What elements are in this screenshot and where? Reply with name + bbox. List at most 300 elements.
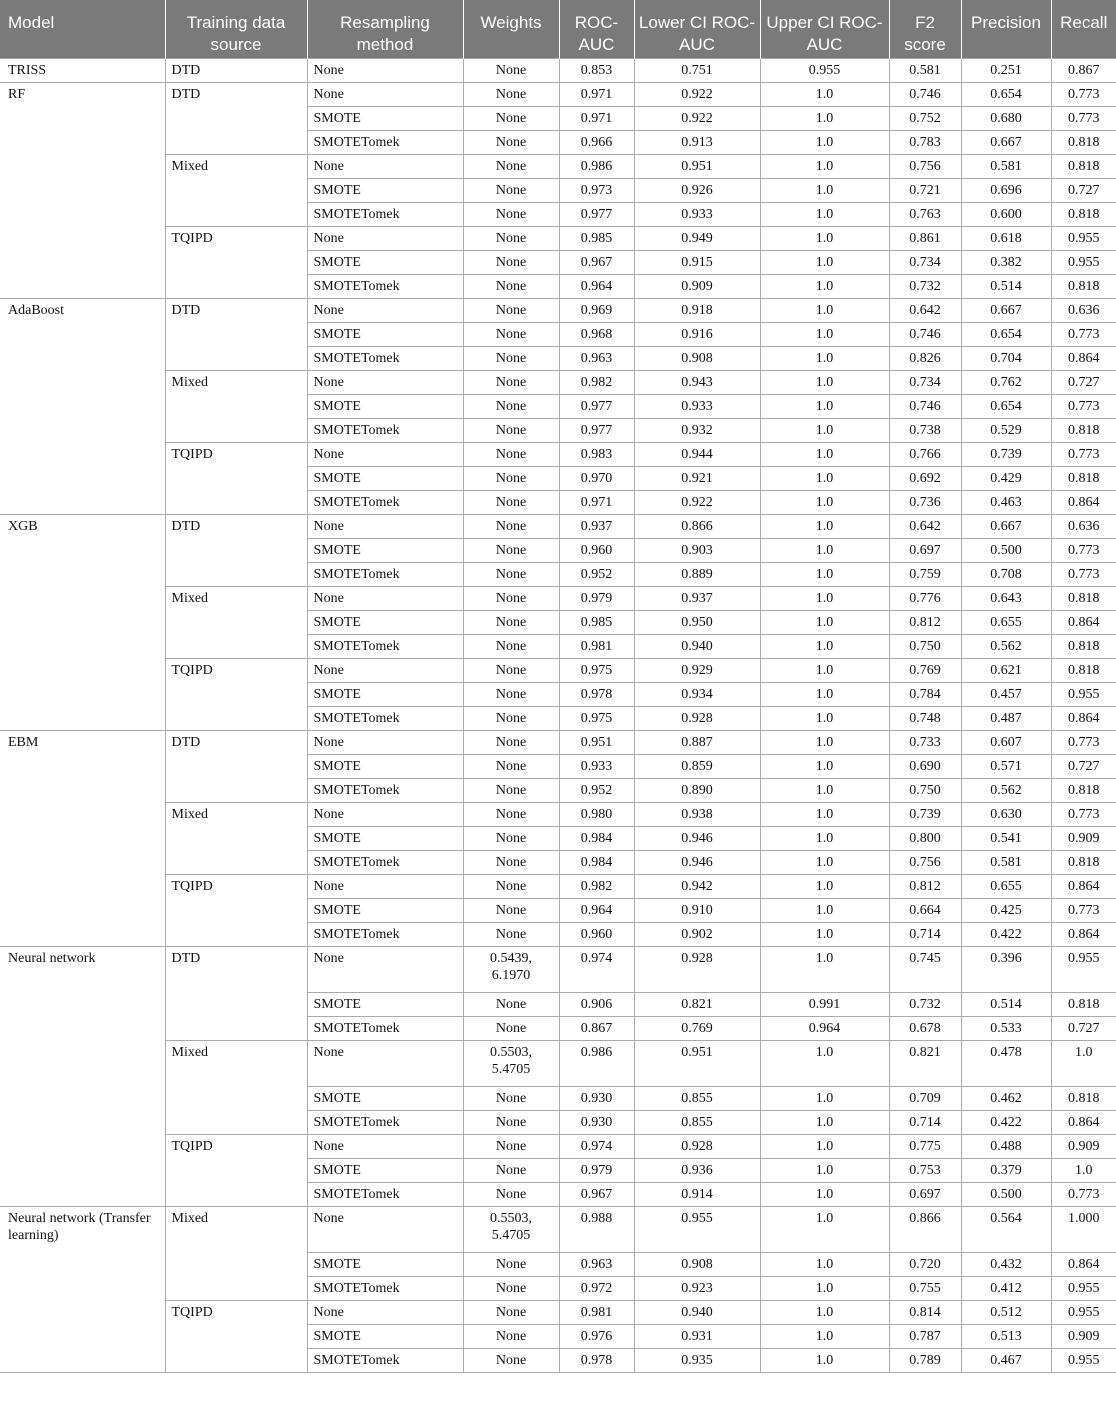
cell-roc-auc: 0.930: [559, 1086, 634, 1110]
cell-roc-auc: 0.973: [559, 178, 634, 202]
table-row: [0, 730, 1116, 754]
cell-roc-auc: 0.966: [559, 130, 634, 154]
cell-upper-ci: 0.991: [760, 992, 889, 1016]
cell-lower-ci: 0.859: [634, 754, 760, 778]
header-f2-score: F2 score: [889, 0, 961, 58]
cell-resampling-method: SMOTETomek: [307, 1276, 463, 1300]
table-row: [0, 442, 1116, 466]
table-row: [0, 802, 1116, 826]
table-row: [0, 154, 1116, 178]
cell-resampling-method: SMOTETomek: [307, 850, 463, 874]
cell-precision: 0.457: [961, 682, 1051, 706]
cell-precision: 0.429: [961, 466, 1051, 490]
cell-training-data-source: TQIPD: [165, 442, 307, 514]
cell-f2-score: 0.812: [889, 610, 961, 634]
header-upper-ci: Upper CI ROC-AUC: [760, 0, 889, 58]
cell-resampling-method: SMOTE: [307, 178, 463, 202]
cell-upper-ci: 1.0: [760, 130, 889, 154]
cell-upper-ci: 1.0: [760, 1110, 889, 1134]
cell-upper-ci: 1.0: [760, 490, 889, 514]
cell-lower-ci: 0.946: [634, 826, 760, 850]
cell-precision: 0.422: [961, 1110, 1051, 1134]
header-recall: Recall: [1051, 0, 1116, 58]
cell-resampling-method: SMOTETomek: [307, 778, 463, 802]
cell-weights: None: [463, 82, 559, 106]
cell-lower-ci: 0.916: [634, 322, 760, 346]
cell-f2-score: 0.734: [889, 370, 961, 394]
cell-roc-auc: 0.980: [559, 802, 634, 826]
cell-weights: None: [463, 1158, 559, 1182]
cell-f2-score: 0.733: [889, 730, 961, 754]
cell-resampling-method: SMOTE: [307, 394, 463, 418]
cell-precision: 0.667: [961, 514, 1051, 538]
cell-roc-auc: 0.982: [559, 370, 634, 394]
cell-weights: None: [463, 1276, 559, 1300]
cell-resampling-method: None: [307, 1206, 463, 1252]
cell-lower-ci: 0.890: [634, 778, 760, 802]
cell-resampling-method: SMOTETomek: [307, 130, 463, 154]
cell-precision: 0.478: [961, 1040, 1051, 1086]
cell-f2-score: 0.814: [889, 1300, 961, 1324]
cell-resampling-method: SMOTETomek: [307, 346, 463, 370]
cell-resampling-method: SMOTETomek: [307, 562, 463, 586]
cell-lower-ci: 0.940: [634, 634, 760, 658]
header-row: [0, 0, 1116, 58]
cell-roc-auc: 0.984: [559, 850, 634, 874]
cell-roc-auc: 0.983: [559, 442, 634, 466]
cell-recall: 0.955: [1051, 946, 1116, 992]
cell-upper-ci: 1.0: [760, 826, 889, 850]
cell-precision: 0.379: [961, 1158, 1051, 1182]
table-row: [0, 1206, 1116, 1252]
cell-lower-ci: 0.908: [634, 346, 760, 370]
cell-upper-ci: 1.0: [760, 658, 889, 682]
cell-f2-score: 0.734: [889, 250, 961, 274]
cell-roc-auc: 0.986: [559, 154, 634, 178]
header-lower-ci: Lower CI ROC-AUC: [634, 0, 760, 58]
cell-training-data-source: TQIPD: [165, 874, 307, 946]
cell-weights: None: [463, 992, 559, 1016]
cell-f2-score: 0.581: [889, 58, 961, 82]
cell-upper-ci: 1.0: [760, 1182, 889, 1206]
cell-precision: 0.514: [961, 992, 1051, 1016]
cell-training-data-source: Mixed: [165, 1206, 307, 1300]
cell-f2-score: 0.775: [889, 1134, 961, 1158]
cell-precision: 0.251: [961, 58, 1051, 82]
cell-upper-ci: 1.0: [760, 874, 889, 898]
cell-recall: 0.955: [1051, 1300, 1116, 1324]
cell-precision: 0.533: [961, 1016, 1051, 1040]
table-row: [0, 1040, 1116, 1086]
cell-training-data-source: Mixed: [165, 154, 307, 226]
cell-upper-ci: 1.0: [760, 1206, 889, 1252]
cell-precision: 0.425: [961, 898, 1051, 922]
cell-weights: None: [463, 1016, 559, 1040]
cell-roc-auc: 0.960: [559, 922, 634, 946]
cell-precision: 0.630: [961, 802, 1051, 826]
cell-f2-score: 0.732: [889, 274, 961, 298]
cell-training-data-source: Mixed: [165, 370, 307, 442]
cell-lower-ci: 0.889: [634, 562, 760, 586]
header-precision: Precision: [961, 0, 1051, 58]
cell-lower-ci: 0.940: [634, 1300, 760, 1324]
cell-weights: None: [463, 1252, 559, 1276]
table-row: [0, 874, 1116, 898]
cell-recall: 0.818: [1051, 418, 1116, 442]
cell-roc-auc: 0.933: [559, 754, 634, 778]
cell-weights: None: [463, 826, 559, 850]
cell-lower-ci: 0.934: [634, 682, 760, 706]
cell-lower-ci: 0.933: [634, 394, 760, 418]
cell-f2-score: 0.776: [889, 586, 961, 610]
cell-precision: 0.762: [961, 370, 1051, 394]
cell-roc-auc: 0.988: [559, 1206, 634, 1252]
cell-upper-ci: 1.0: [760, 754, 889, 778]
cell-roc-auc: 0.977: [559, 394, 634, 418]
cell-upper-ci: 0.964: [760, 1016, 889, 1040]
cell-weights: None: [463, 562, 559, 586]
cell-resampling-method: SMOTETomek: [307, 274, 463, 298]
cell-weights: None: [463, 802, 559, 826]
cell-lower-ci: 0.922: [634, 106, 760, 130]
cell-weights: None: [463, 1134, 559, 1158]
table-row: [0, 370, 1116, 394]
cell-upper-ci: 1.0: [760, 466, 889, 490]
cell-resampling-method: SMOTETomek: [307, 1348, 463, 1372]
cell-resampling-method: SMOTE: [307, 992, 463, 1016]
cell-roc-auc: 0.979: [559, 586, 634, 610]
cell-precision: 0.680: [961, 106, 1051, 130]
cell-recall: 0.818: [1051, 1086, 1116, 1110]
cell-roc-auc: 0.971: [559, 490, 634, 514]
cell-weights: None: [463, 754, 559, 778]
cell-f2-score: 0.800: [889, 826, 961, 850]
cell-recall: 0.867: [1051, 58, 1116, 82]
cell-precision: 0.513: [961, 1324, 1051, 1348]
cell-lower-ci: 0.769: [634, 1016, 760, 1040]
cell-roc-auc: 0.952: [559, 778, 634, 802]
cell-training-data-source: TQIPD: [165, 226, 307, 298]
cell-precision: 0.564: [961, 1206, 1051, 1252]
cell-lower-ci: 0.908: [634, 1252, 760, 1276]
cell-training-data-source: DTD: [165, 514, 307, 586]
cell-model: RF: [0, 82, 165, 298]
cell-upper-ci: 1.0: [760, 1324, 889, 1348]
cell-model: AdaBoost: [0, 298, 165, 514]
cell-resampling-method: None: [307, 514, 463, 538]
cell-recall: 0.818: [1051, 130, 1116, 154]
cell-roc-auc: 0.972: [559, 1276, 634, 1300]
cell-lower-ci: 0.855: [634, 1086, 760, 1110]
cell-recall: 0.864: [1051, 1252, 1116, 1276]
cell-precision: 0.621: [961, 658, 1051, 682]
cell-upper-ci: 1.0: [760, 706, 889, 730]
cell-f2-score: 0.736: [889, 490, 961, 514]
header-weights: Weights: [463, 0, 559, 58]
cell-model: Neural network (Transfer learning): [0, 1206, 165, 1372]
cell-f2-score: 0.783: [889, 130, 961, 154]
cell-weights: None: [463, 442, 559, 466]
cell-precision: 0.704: [961, 346, 1051, 370]
cell-roc-auc: 0.976: [559, 1324, 634, 1348]
cell-weights: None: [463, 346, 559, 370]
cell-roc-auc: 0.906: [559, 992, 634, 1016]
cell-weights: None: [463, 130, 559, 154]
cell-precision: 0.607: [961, 730, 1051, 754]
cell-lower-ci: 0.926: [634, 178, 760, 202]
cell-precision: 0.422: [961, 922, 1051, 946]
cell-f2-score: 0.739: [889, 802, 961, 826]
cell-precision: 0.696: [961, 178, 1051, 202]
cell-resampling-method: SMOTETomek: [307, 706, 463, 730]
cell-weights: None: [463, 466, 559, 490]
cell-training-data-source: Mixed: [165, 802, 307, 874]
cell-roc-auc: 0.982: [559, 874, 634, 898]
cell-upper-ci: 1.0: [760, 946, 889, 992]
cell-recall: 0.773: [1051, 730, 1116, 754]
header-roc-auc: ROC-AUC: [559, 0, 634, 58]
cell-recall: 0.909: [1051, 1324, 1116, 1348]
cell-upper-ci: 1.0: [760, 1086, 889, 1110]
cell-resampling-method: SMOTETomek: [307, 634, 463, 658]
cell-f2-score: 0.721: [889, 178, 961, 202]
cell-resampling-method: SMOTE: [307, 1158, 463, 1182]
cell-upper-ci: 1.0: [760, 778, 889, 802]
cell-lower-ci: 0.928: [634, 706, 760, 730]
cell-roc-auc: 0.967: [559, 250, 634, 274]
cell-recall: 0.864: [1051, 610, 1116, 634]
cell-lower-ci: 0.936: [634, 1158, 760, 1182]
cell-lower-ci: 0.933: [634, 202, 760, 226]
cell-recall: 0.955: [1051, 226, 1116, 250]
cell-recall: 0.955: [1051, 682, 1116, 706]
cell-lower-ci: 0.929: [634, 658, 760, 682]
cell-precision: 0.500: [961, 538, 1051, 562]
cell-f2-score: 0.763: [889, 202, 961, 226]
cell-precision: 0.667: [961, 298, 1051, 322]
cell-weights: None: [463, 1300, 559, 1324]
cell-weights: None: [463, 226, 559, 250]
cell-lower-ci: 0.921: [634, 466, 760, 490]
cell-recall: 0.909: [1051, 826, 1116, 850]
cell-lower-ci: 0.932: [634, 418, 760, 442]
cell-training-data-source: DTD: [165, 730, 307, 802]
header-resampling-method: Resampling method: [307, 0, 463, 58]
cell-resampling-method: SMOTETomek: [307, 490, 463, 514]
cell-f2-score: 0.697: [889, 538, 961, 562]
cell-upper-ci: 1.0: [760, 370, 889, 394]
cell-upper-ci: 1.0: [760, 298, 889, 322]
cell-lower-ci: 0.821: [634, 992, 760, 1016]
cell-training-data-source: TQIPD: [165, 658, 307, 730]
cell-weights: None: [463, 394, 559, 418]
cell-precision: 0.500: [961, 1182, 1051, 1206]
cell-weights: None: [463, 922, 559, 946]
cell-f2-score: 0.732: [889, 992, 961, 1016]
cell-f2-score: 0.678: [889, 1016, 961, 1040]
table-row: [0, 1134, 1116, 1158]
cell-f2-score: 0.769: [889, 658, 961, 682]
cell-upper-ci: 1.0: [760, 202, 889, 226]
cell-resampling-method: None: [307, 1300, 463, 1324]
cell-roc-auc: 0.977: [559, 418, 634, 442]
cell-recall: 0.864: [1051, 922, 1116, 946]
cell-f2-score: 0.821: [889, 1040, 961, 1086]
cell-resampling-method: SMOTE: [307, 610, 463, 634]
header-model: Model: [0, 0, 165, 58]
cell-resampling-method: SMOTE: [307, 1252, 463, 1276]
cell-recall: 0.818: [1051, 586, 1116, 610]
cell-roc-auc: 0.967: [559, 1182, 634, 1206]
cell-roc-auc: 0.981: [559, 1300, 634, 1324]
cell-weights: None: [463, 370, 559, 394]
cell-precision: 0.463: [961, 490, 1051, 514]
cell-precision: 0.643: [961, 586, 1051, 610]
table-body: [0, 58, 1116, 1372]
cell-recall: 0.773: [1051, 562, 1116, 586]
cell-resampling-method: SMOTETomek: [307, 1182, 463, 1206]
cell-f2-score: 0.784: [889, 682, 961, 706]
cell-recall: 0.818: [1051, 202, 1116, 226]
cell-recall: 0.818: [1051, 658, 1116, 682]
cell-training-data-source: DTD: [165, 58, 307, 82]
cell-weights: None: [463, 730, 559, 754]
cell-lower-ci: 0.938: [634, 802, 760, 826]
cell-resampling-method: None: [307, 1134, 463, 1158]
cell-weights: None: [463, 514, 559, 538]
cell-upper-ci: 1.0: [760, 154, 889, 178]
cell-model: Neural network: [0, 946, 165, 1206]
cell-lower-ci: 0.923: [634, 1276, 760, 1300]
cell-weights: None: [463, 706, 559, 730]
cell-f2-score: 0.714: [889, 922, 961, 946]
cell-f2-score: 0.714: [889, 1110, 961, 1134]
cell-recall: 0.864: [1051, 490, 1116, 514]
cell-precision: 0.487: [961, 706, 1051, 730]
cell-f2-score: 0.766: [889, 442, 961, 466]
cell-precision: 0.600: [961, 202, 1051, 226]
cell-lower-ci: 0.951: [634, 154, 760, 178]
cell-precision: 0.667: [961, 130, 1051, 154]
cell-recall: 1.0: [1051, 1158, 1116, 1182]
cell-f2-score: 0.759: [889, 562, 961, 586]
cell-weights: None: [463, 202, 559, 226]
cell-weights: None: [463, 250, 559, 274]
cell-resampling-method: None: [307, 730, 463, 754]
cell-recall: 0.773: [1051, 442, 1116, 466]
cell-resampling-method: None: [307, 1040, 463, 1086]
cell-lower-ci: 0.935: [634, 1348, 760, 1372]
cell-recall: 0.636: [1051, 514, 1116, 538]
cell-roc-auc: 0.952: [559, 562, 634, 586]
cell-recall: 0.955: [1051, 1348, 1116, 1372]
cell-resampling-method: SMOTE: [307, 466, 463, 490]
cell-precision: 0.655: [961, 874, 1051, 898]
cell-resampling-method: None: [307, 658, 463, 682]
cell-resampling-method: None: [307, 586, 463, 610]
table-row: [0, 298, 1116, 322]
cell-upper-ci: 1.0: [760, 394, 889, 418]
cell-resampling-method: SMOTETomek: [307, 202, 463, 226]
cell-lower-ci: 0.866: [634, 514, 760, 538]
cell-precision: 0.581: [961, 850, 1051, 874]
cell-training-data-source: TQIPD: [165, 1300, 307, 1372]
cell-lower-ci: 0.928: [634, 1134, 760, 1158]
cell-weights: None: [463, 178, 559, 202]
cell-resampling-method: None: [307, 370, 463, 394]
cell-f2-score: 0.748: [889, 706, 961, 730]
cell-lower-ci: 0.914: [634, 1182, 760, 1206]
cell-recall: 0.955: [1051, 1276, 1116, 1300]
cell-f2-score: 0.787: [889, 1324, 961, 1348]
cell-recall: 0.773: [1051, 322, 1116, 346]
cell-weights: None: [463, 538, 559, 562]
cell-resampling-method: SMOTETomek: [307, 1110, 463, 1134]
cell-upper-ci: 1.0: [760, 898, 889, 922]
cell-lower-ci: 0.942: [634, 874, 760, 898]
cell-roc-auc: 0.964: [559, 274, 634, 298]
cell-f2-score: 0.826: [889, 346, 961, 370]
cell-lower-ci: 0.909: [634, 274, 760, 298]
cell-recall: 0.773: [1051, 898, 1116, 922]
cell-recall: 0.773: [1051, 1182, 1116, 1206]
cell-upper-ci: 1.0: [760, 730, 889, 754]
cell-roc-auc: 0.867: [559, 1016, 634, 1040]
cell-lower-ci: 0.902: [634, 922, 760, 946]
cell-weights: None: [463, 1182, 559, 1206]
cell-weights: None: [463, 322, 559, 346]
cell-upper-ci: 1.0: [760, 1276, 889, 1300]
cell-lower-ci: 0.922: [634, 490, 760, 514]
cell-upper-ci: 1.0: [760, 514, 889, 538]
cell-resampling-method: None: [307, 58, 463, 82]
cell-f2-score: 0.697: [889, 1182, 961, 1206]
cell-f2-score: 0.756: [889, 154, 961, 178]
cell-precision: 0.708: [961, 562, 1051, 586]
cell-precision: 0.529: [961, 418, 1051, 442]
table-row: [0, 226, 1116, 250]
cell-recall: 0.818: [1051, 850, 1116, 874]
cell-weights: 0.5439, 6.1970: [463, 946, 559, 992]
cell-resampling-method: None: [307, 154, 463, 178]
cell-roc-auc: 0.981: [559, 634, 634, 658]
cell-training-data-source: TQIPD: [165, 1134, 307, 1206]
cell-weights: None: [463, 586, 559, 610]
cell-recall: 0.636: [1051, 298, 1116, 322]
cell-weights: 0.5503, 5.4705: [463, 1040, 559, 1086]
cell-precision: 0.396: [961, 946, 1051, 992]
cell-f2-score: 0.789: [889, 1348, 961, 1372]
cell-lower-ci: 0.950: [634, 610, 760, 634]
cell-roc-auc: 0.960: [559, 538, 634, 562]
cell-precision: 0.541: [961, 826, 1051, 850]
cell-resampling-method: SMOTE: [307, 250, 463, 274]
cell-precision: 0.467: [961, 1348, 1051, 1372]
cell-upper-ci: 1.0: [760, 562, 889, 586]
cell-roc-auc: 0.971: [559, 106, 634, 130]
cell-upper-ci: 1.0: [760, 322, 889, 346]
cell-roc-auc: 0.974: [559, 946, 634, 992]
cell-resampling-method: SMOTETomek: [307, 922, 463, 946]
cell-precision: 0.514: [961, 274, 1051, 298]
cell-precision: 0.654: [961, 82, 1051, 106]
cell-f2-score: 0.750: [889, 778, 961, 802]
header-training-data-source: Training data source: [165, 0, 307, 58]
cell-recall: 1.000: [1051, 1206, 1116, 1252]
cell-weights: None: [463, 778, 559, 802]
cell-precision: 0.382: [961, 250, 1051, 274]
cell-upper-ci: 1.0: [760, 1134, 889, 1158]
